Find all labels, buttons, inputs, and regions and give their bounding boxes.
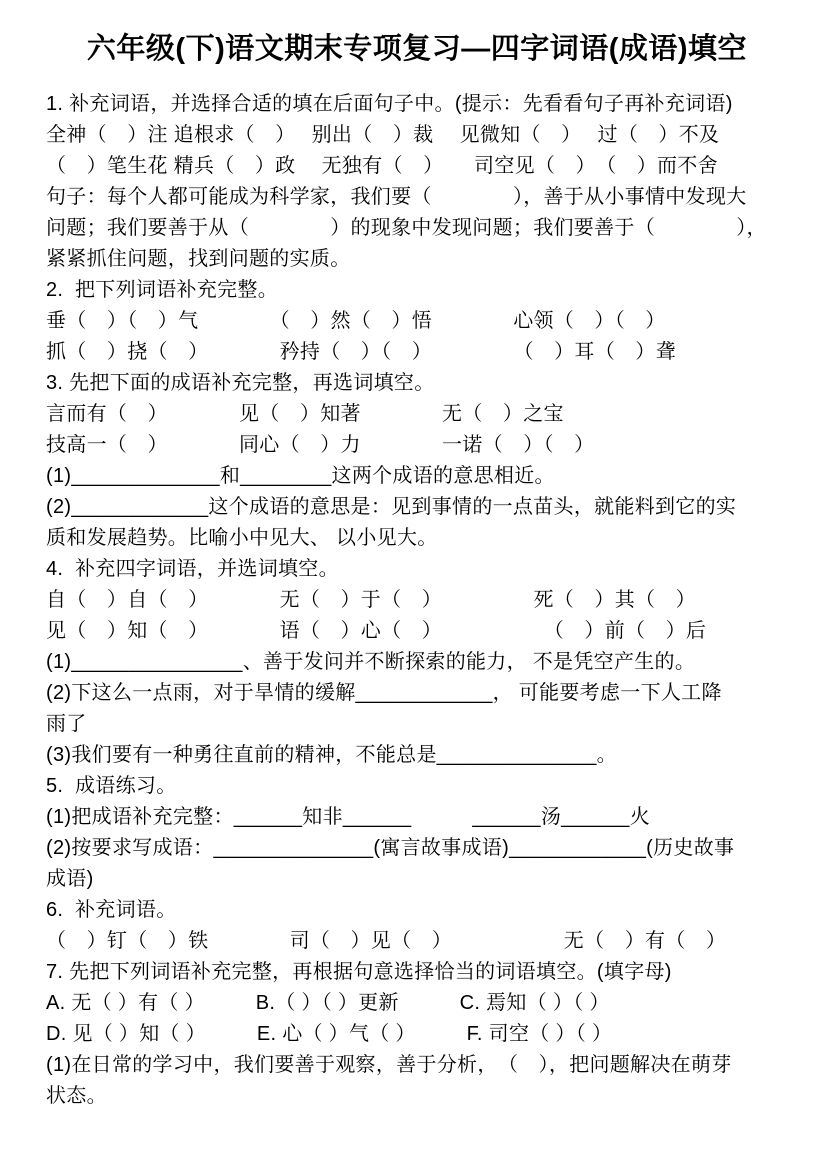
word-blanks-row: 抓（ ）挠（ ） 矜持（ ）（ ） （ ）耳（ ）聋 (46, 341, 676, 363)
fill-in-question: (3)我们要有一种勇往直前的精神，不能总是______________。 (46, 744, 617, 766)
exercise-2-heading: 2. 把下列词语补充完整。 (46, 279, 278, 301)
fill-in-question: (1)_______________、善于发问并不断探索的能力， 不是凭空产生的。 (46, 651, 696, 673)
sentence-line: 成语) (46, 868, 94, 890)
exercise-6-heading: 6. 补充词语。 (46, 899, 177, 921)
option-row-def: D. 见（ ）知（ ） E. 心（ ）气（ ） F. 司空（ ）（ ） (46, 1023, 613, 1045)
fill-in-question: (2)下这么一点雨，对于旱情的缓解____________， 可能要考虑一下人工降 (46, 682, 722, 704)
word-blanks-row: 技高一（ ） 同心（ ）力 一诺（ ）（ ） (46, 434, 595, 456)
word-blanks-row: 自（ ）自（ ） 无（ ）于（ ） 死（ ）其（ ） (46, 589, 696, 611)
exercise-5 (46, 771, 788, 895)
exercise-4 (46, 554, 788, 771)
exercise-7 (46, 957, 788, 1112)
sentence-line: 质和发展趋势。比喻小中见大、 以小见大。 (46, 527, 438, 549)
fill-in-question: (2)按要求写成语：______________(寓言故事成语)____________(历史故事 (46, 837, 735, 859)
exercise-2 (46, 275, 788, 368)
sentence-line: 问题；我们要善于从（ ）的现象中发现问题；我们要善于（ ）， (46, 217, 767, 239)
word-blanks-row: 言而有（ ） 见（ ）知著 无（ ）之宝 (46, 403, 564, 425)
exercise-1-heading: 1. 补充词语，并选择合适的填在后面句子中。(提示：先看看句子再补充词语) (46, 93, 733, 115)
exercise-7-heading: 7. 先把下列词语补充完整，再根据句意选择恰当的词语填空。(填字母) (46, 961, 672, 983)
exercise-6 (46, 895, 788, 957)
exercise-5-heading: 5. 成语练习。 (46, 775, 177, 797)
word-blanks-row: 全神（ ）注 追根求（ ） 别出（ ）裁 见微知（ ） 过（ ）不及 (46, 124, 720, 146)
option-row-abc: A. 无（ ）有（ ） B.（ ）（ ）更新 C. 焉知（ ）（ ） (46, 992, 610, 1014)
exercise-1 (46, 89, 788, 275)
page-title: 六年级(下)语文期末专项复习—四字词语(成语)填空 (86, 33, 748, 65)
sentence-line: 雨了 (46, 713, 87, 735)
exercise-3-heading: 3. 先把下面的成语补充完整，再选词填空。 (46, 372, 435, 394)
word-blanks-row: （ ）钉（ ）铁 司（ ）见（ ） 无（ ）有（ ） (46, 930, 727, 952)
word-blanks-row: 垂（ ）（ ）气 （ ）然（ ）悟 心领（ ）（ ） (46, 310, 666, 332)
fill-in-question: (1)把成语补充完整：______知非______ ______汤______火 (46, 806, 650, 828)
fill-in-question: (1)在日常的学习中，我们要善于观察，善于分析， （ ），把问题解决在萌芽 (46, 1054, 732, 1076)
exercise-3 (46, 368, 788, 554)
word-blanks-row: （ ）笔生花 精兵（ ）政 无独有（ ） 司空见（ ） （ ）而不舍 (46, 155, 718, 177)
sentence-line: 紧紧抓住问题，找到问题的实质。 (46, 248, 351, 270)
fill-in-question: (1)_____________和________这两个成语的意思相近。 (46, 465, 555, 487)
word-blanks-row: 见（ ）知（ ） 语（ ）心（ ） （ ）前（ ）后 (46, 620, 707, 642)
exercise-4-heading: 4. 补充四字词语，并选词填空。 (46, 558, 339, 580)
sentence-line: 状态。 (46, 1085, 107, 1107)
fill-in-question: (2)____________这个成语的意思是：见到事情的一点苗头，就能料到它的实 (46, 496, 737, 518)
sentence-line: 句子：每个人都可能成为科学家，我们要（ ），善于从小事情中发现大 (46, 186, 747, 208)
